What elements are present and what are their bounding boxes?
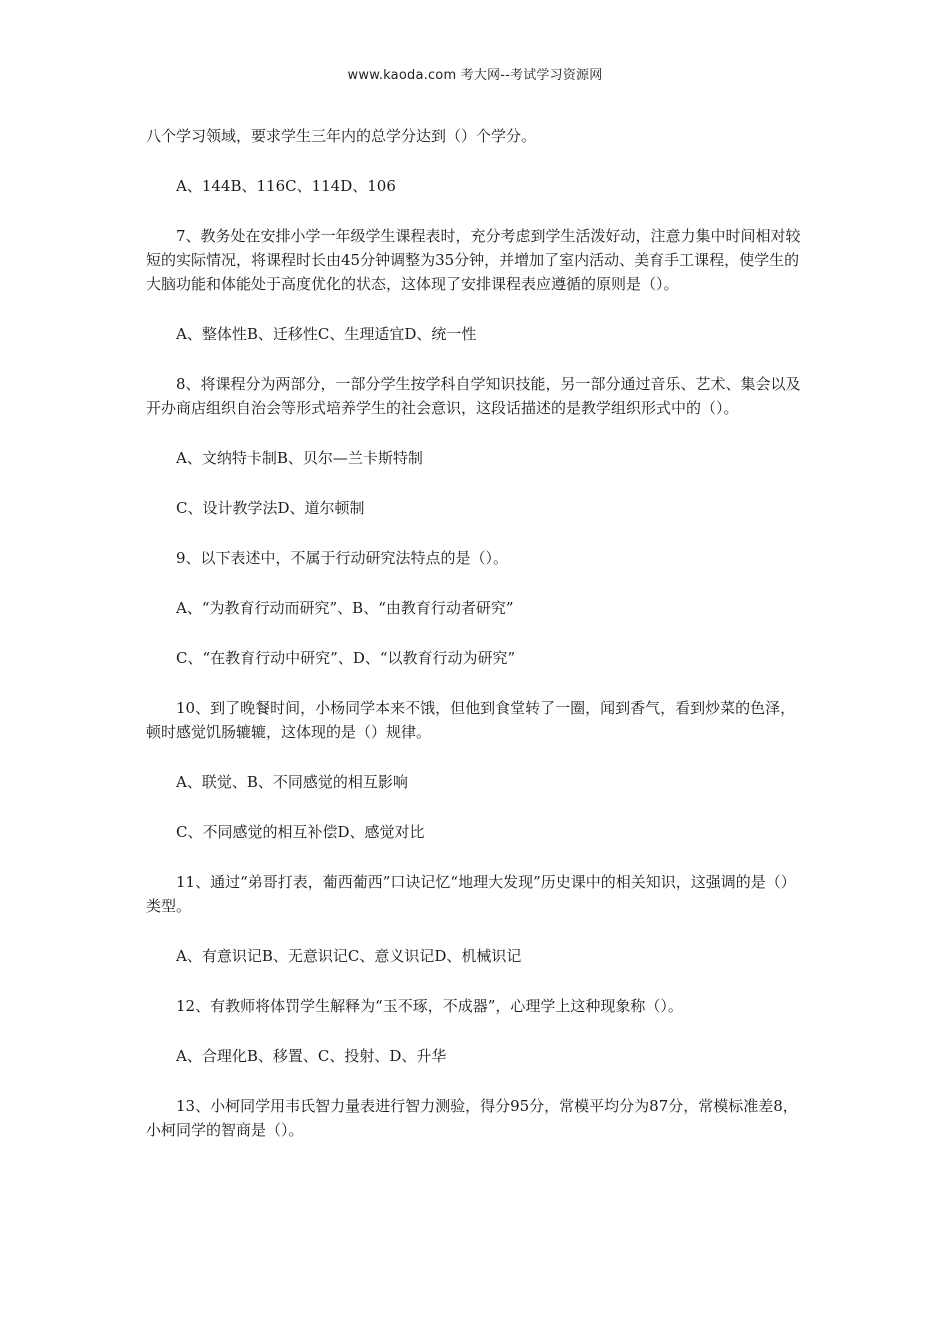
page-header: www.kaoda.com 考大网--考试学习资源网 [347,68,603,83]
question-13: 13、小柯同学用韦氏智力量表进行智力测验，得分95分，常模平均分为87分，常模标准差8，小柯同学的智商是（）。 [146,1097,798,1139]
answer-options-q10-ab: A、联觉、B、不同感觉的相互影响 [176,773,408,791]
question-10: 10、到了晚餐时间，小杨同学本来不饿，但他到食堂转了一圈，闻到香气，看到炒菜的色泽，顿时感觉饥肠辘辘，这体现的是（）规律。 [146,699,796,741]
answer-options-q10-cd: C、不同感觉的相互补偿D、感觉对比 [176,823,425,841]
answer-options-q9-ab: A、“为教育行动而研究”、B、“由教育行动者研究” [176,599,514,617]
paragraph-continuation: 八个学习领域，要求学生三年内的总学分达到（）个学分。 [146,127,537,145]
answer-options-q7: A、整体性B、迁移性C、生理适宜D、统一性 [176,325,477,343]
answer-options-q12: A、合理化B、移置、C、投射、D、升华 [176,1047,447,1065]
document-body [146,124,808,1142]
question-9: 9、以下表述中，不属于行动研究法特点的是（）。 [176,549,509,567]
answer-options-q8-ab: A、文纳特卡制B、贝尔—兰卡斯特制 [176,449,423,467]
question-12: 12、有教师将体罚学生解释为“玉不琢，不成器”，心理学上这种现象称（）。 [176,997,683,1015]
question-8: 8、将课程分为两部分，一部分学生按学科自学知识技能，另一部分通过音乐、艺术、集会以及开办商店组织自治会等形式培养学生的社会意识，这段话描述的是教学组织形式中的（）。 [146,375,801,417]
answer-options-q11: A、有意识记B、无意识记C、意义识记D、机械识记 [176,947,522,965]
question-7: 7、教务处在安排小学一年级学生课程表时，充分考虑到学生活泼好动，注意力集中时间相对较短的实际情况，将课程时长由45分钟调整为35分钟，并增加了室内活动、美育手工课程，使学生的大脑功能和体能处于高度优化的状态，这体现了安排课程表应遵循的原则是（）。 [146,227,801,293]
answer-options-q6: A、144B、116C、114D、106 [176,177,396,195]
answer-options-q9-cd: C、“在教育行动中研究”、D、“以教育行动为研究” [176,649,516,667]
question-11: 11、通过“弟哥打表，葡西葡西”口诀记忆“地理大发现”历史课中的相关知识，这强调的是（）类型。 [146,873,796,915]
answer-options-q8-cd: C、设计教学法D、道尔顿制 [176,499,365,517]
